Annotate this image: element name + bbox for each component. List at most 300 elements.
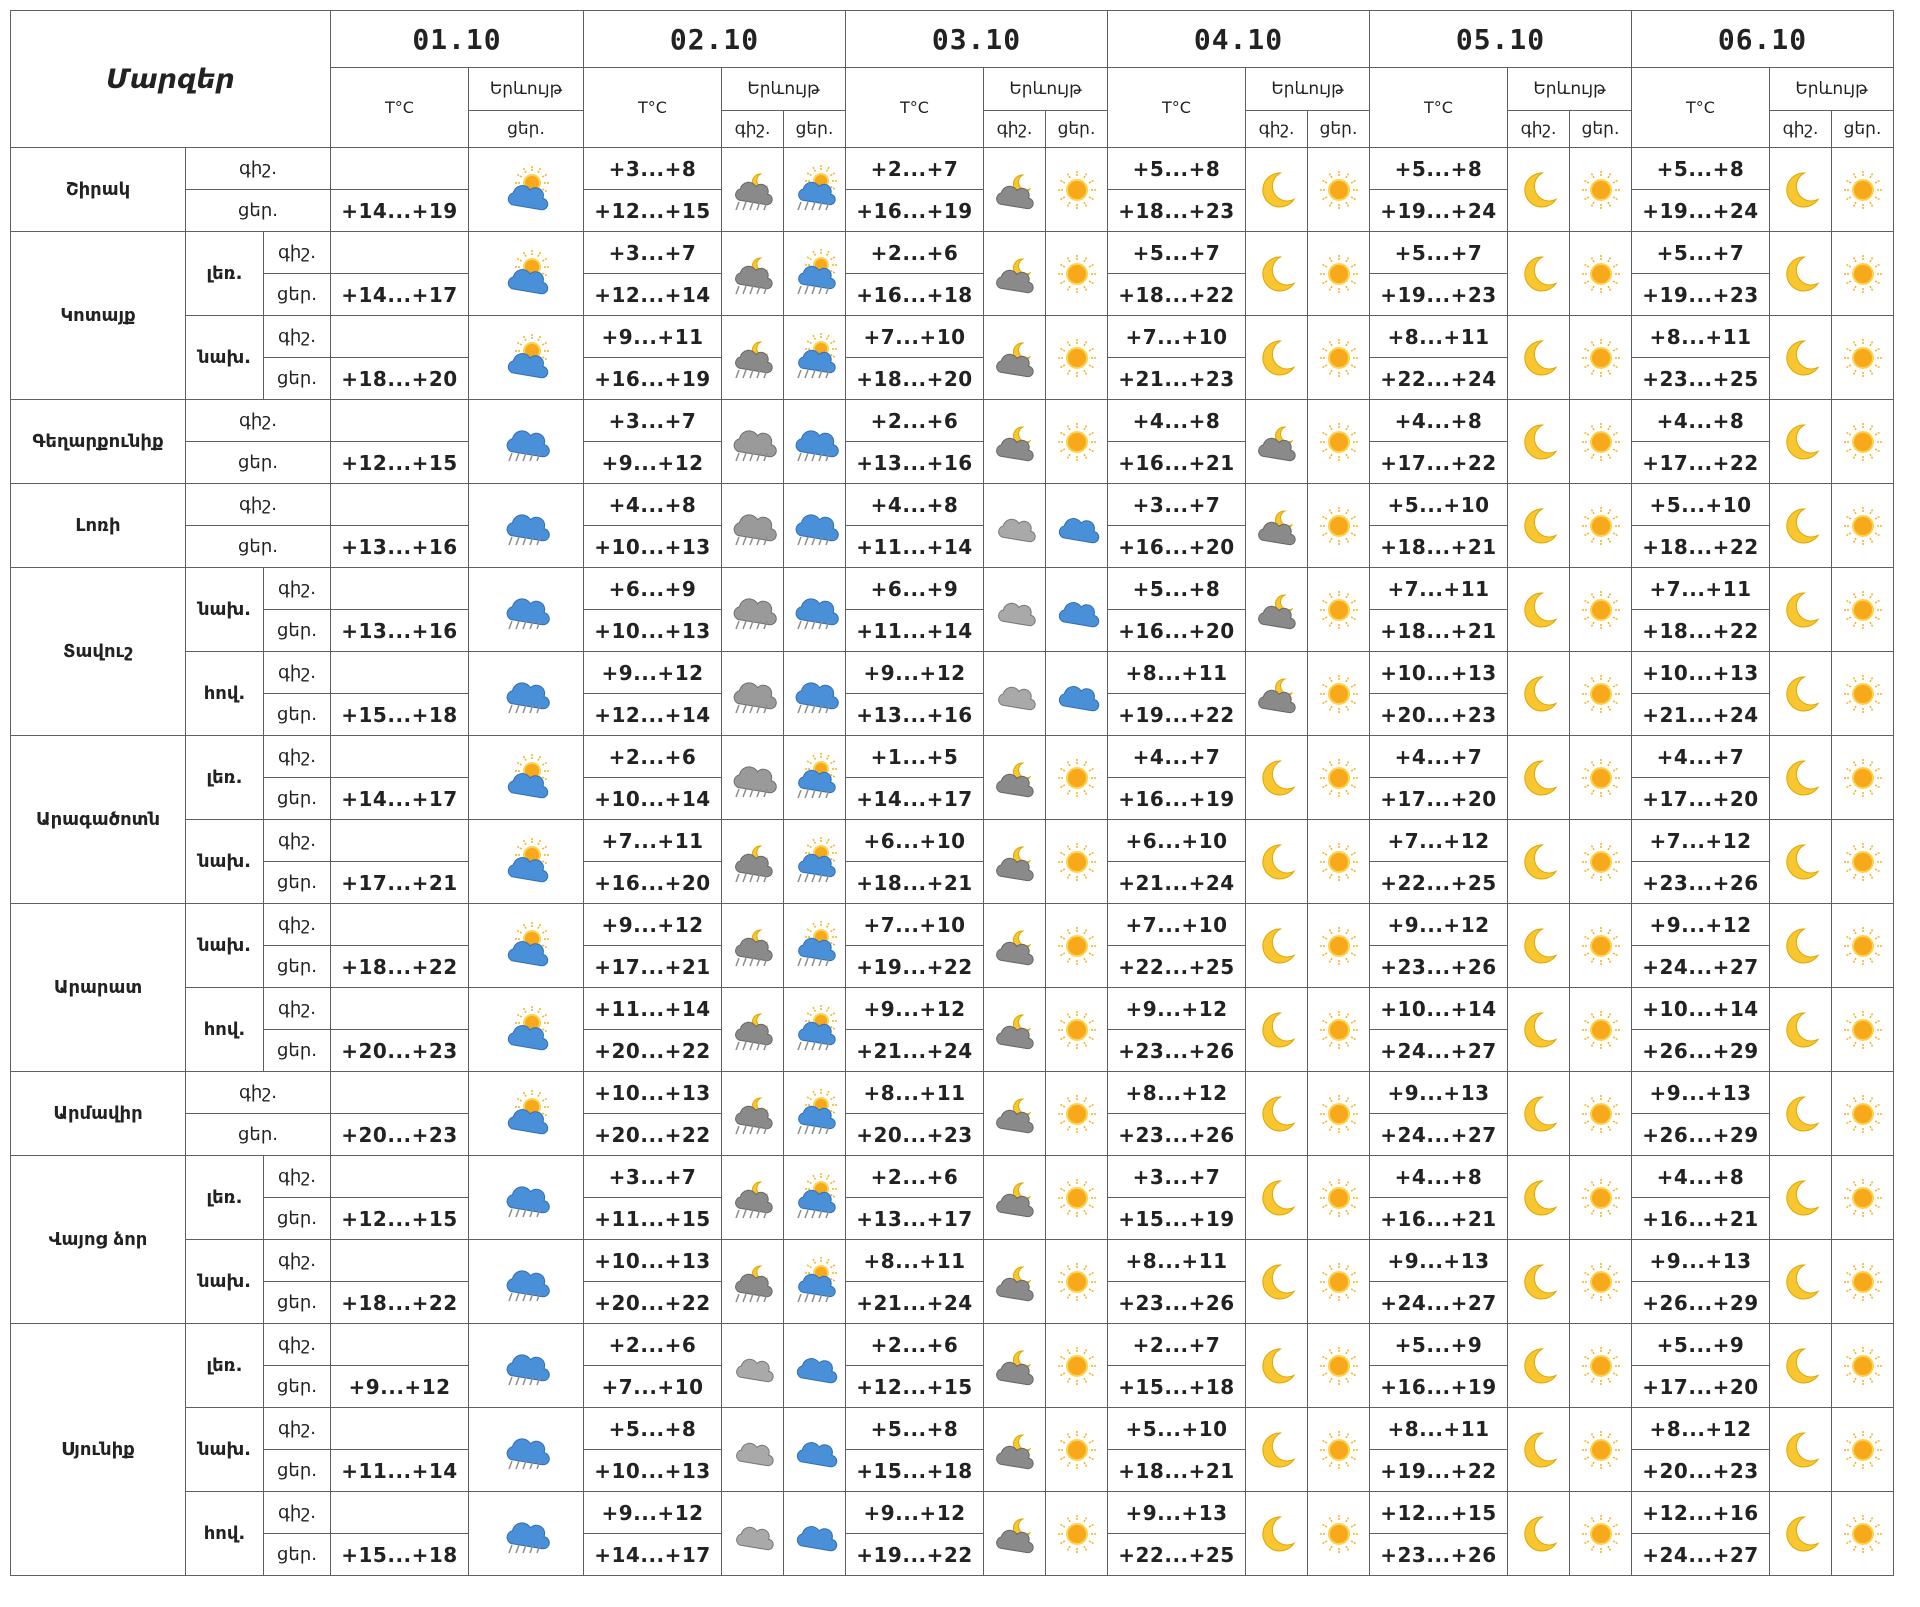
weather-icon-cell (1246, 820, 1308, 904)
weather-icon-cell (469, 148, 584, 232)
weather-icon-cell (984, 1156, 1046, 1240)
weather-icon-cell (1046, 988, 1108, 1072)
weather-icon-cell (984, 736, 1046, 820)
day-label: ցեր. (264, 1534, 331, 1576)
day-temp: +20...+23 (331, 1114, 469, 1156)
night-temp (331, 148, 469, 190)
weather-icon-cell (1046, 652, 1108, 736)
weather-icon-cell (1770, 988, 1832, 1072)
weather-icon-cell (1246, 652, 1308, 736)
day-temp: +17...+20 (1632, 778, 1770, 820)
sun-icon (1313, 165, 1365, 215)
day-label: ցեր. (264, 358, 331, 400)
weather-icon-cell (1832, 1492, 1894, 1576)
weather-icon-cell (1570, 904, 1632, 988)
night-label: գիշ. (264, 568, 331, 610)
night-temp: +9...+12 (846, 1492, 984, 1534)
weather-icon-cell (1770, 316, 1832, 400)
sun-icon (1313, 1089, 1365, 1139)
moon-icon (1775, 1173, 1827, 1223)
forecast-row-night (11, 1240, 1894, 1282)
night-temp: +5...+10 (1632, 484, 1770, 526)
forecast-row-night (11, 1408, 1894, 1450)
night-temp (331, 1072, 469, 1114)
night-temp: +4...+7 (1370, 736, 1508, 778)
sun-icon (1313, 1509, 1365, 1559)
sub-region-label: նախ. (186, 904, 264, 988)
weather-icon-cell (1770, 484, 1832, 568)
night-temp: +5...+7 (1370, 232, 1508, 274)
night-label: գիշ. (264, 736, 331, 778)
moon-cloud-icon (989, 249, 1041, 299)
day-temp: +10...+13 (584, 526, 722, 568)
rain-cloud-icon (789, 669, 841, 719)
weather-icon-cell (1508, 568, 1570, 652)
moon-cloud-icon (1251, 669, 1303, 719)
moon-icon (1775, 333, 1827, 383)
weather-icon-cell (722, 904, 784, 988)
day-temp: +14...+19 (331, 190, 469, 232)
region-name: Գեղարքունիք (11, 400, 186, 484)
day-temp: +20...+22 (584, 1282, 722, 1324)
weather-icon-cell (1308, 1492, 1370, 1576)
weather-icon-cell (722, 652, 784, 736)
night-temp: +5...+9 (1632, 1324, 1770, 1366)
weather-icon-cell (1508, 1156, 1570, 1240)
sun-cloud-rain-icon (789, 249, 841, 299)
night-temp (331, 904, 469, 946)
sub-region-label: նախ. (186, 820, 264, 904)
weather-icon-cell (1246, 904, 1308, 988)
rain-cloud-icon (500, 501, 552, 551)
moon-icon (1775, 1341, 1827, 1391)
forecast-row-night (11, 1072, 1894, 1114)
day-temp: +18...+22 (1632, 610, 1770, 652)
night-temp: +5...+8 (1108, 568, 1246, 610)
moon-icon (1513, 249, 1565, 299)
weather-icon-cell (1770, 904, 1832, 988)
night-temp: +2...+7 (846, 148, 984, 190)
day-temp: +26...+29 (1632, 1030, 1770, 1072)
weather-icon-cell (1508, 1492, 1570, 1576)
moon-icon (1775, 1509, 1827, 1559)
sun-icon (1575, 585, 1627, 635)
day-temp: +24...+27 (1632, 1534, 1770, 1576)
night-temp: +7...+10 (846, 904, 984, 946)
day-temp: +24...+27 (1632, 946, 1770, 988)
night-temp: +6...+10 (1108, 820, 1246, 862)
day-temp: +13...+16 (331, 526, 469, 568)
phenomenon-column-header: Երևույթ (1508, 68, 1632, 111)
night-temp: +7...+12 (1632, 820, 1770, 862)
sun-icon (1313, 1425, 1365, 1475)
weather-icon-cell (1246, 1156, 1308, 1240)
weather-icon-cell (1246, 1408, 1308, 1492)
day-temp: +15...+18 (1108, 1366, 1246, 1408)
moon-icon (1513, 501, 1565, 551)
weather-icon-cell (1832, 736, 1894, 820)
sun-icon (1575, 1089, 1627, 1139)
sun-icon (1313, 585, 1365, 635)
moon-cloud-icon (989, 921, 1041, 971)
night-temp: +7...+10 (1108, 316, 1246, 358)
weather-icon-cell (1832, 820, 1894, 904)
night-label: գիշ. (186, 484, 331, 526)
sub-region-label: նախ. (186, 1408, 264, 1492)
day-temp: +18...+22 (331, 1282, 469, 1324)
day-temp: +26...+29 (1632, 1282, 1770, 1324)
date-header: 06.10 (1632, 11, 1894, 68)
day-temp: +24...+27 (1370, 1114, 1508, 1156)
night-temp: +9...+13 (1632, 1072, 1770, 1114)
weather-icon-cell (1308, 1240, 1370, 1324)
phenomenon-column-header: Երևույթ (1246, 68, 1370, 111)
sun-icon (1575, 921, 1627, 971)
sun-icon (1575, 1173, 1627, 1223)
moon-cloud-icon (989, 753, 1041, 803)
night-temp: +8...+11 (1632, 316, 1770, 358)
moon-cloud-rain-icon (727, 837, 779, 887)
moon-icon (1775, 1257, 1827, 1307)
rain-cloud-icon (500, 585, 552, 635)
night-temp: +10...+14 (1370, 988, 1508, 1030)
sub-region-label: նախ. (186, 1240, 264, 1324)
sun-icon (1051, 249, 1103, 299)
sun-icon (1313, 249, 1365, 299)
weather-icon-cell (722, 1240, 784, 1324)
sun-icon (1575, 1341, 1627, 1391)
moon-cloud-icon (1251, 585, 1303, 635)
sun-icon (1837, 669, 1889, 719)
sun-cloud-rain-icon (789, 837, 841, 887)
weather-icon-cell (1570, 568, 1632, 652)
day-temp: +23...+26 (1108, 1282, 1246, 1324)
night-label: գիշ. (264, 1492, 331, 1534)
night-temp: +8...+11 (1370, 316, 1508, 358)
weather-icon-cell (784, 736, 846, 820)
weather-icon-cell (784, 1072, 846, 1156)
sun-cloud-rain-icon (789, 333, 841, 383)
moon-icon (1775, 1425, 1827, 1475)
night-temp: +4...+8 (846, 484, 984, 526)
weather-icon-cell (1508, 316, 1570, 400)
weather-icon-cell (1770, 232, 1832, 316)
weather-icon-cell (784, 316, 846, 400)
moon-cloud-rain-icon (727, 1005, 779, 1055)
night-temp: +5...+10 (1108, 1408, 1246, 1450)
weather-icon-cell (1046, 568, 1108, 652)
region-name: Վայոց ձոր (11, 1156, 186, 1324)
moon-icon (1251, 1425, 1303, 1475)
day-temp: +23...+26 (1370, 1534, 1508, 1576)
temp-column-header: T°C (1632, 68, 1770, 148)
weather-icon-cell (784, 400, 846, 484)
night-temp (331, 232, 469, 274)
grey-rain-cloud-icon (727, 417, 779, 467)
region-name: Տավուշ (11, 568, 186, 736)
day-temp: +16...+21 (1632, 1198, 1770, 1240)
weather-icon-cell (1570, 400, 1632, 484)
day-temp: +23...+26 (1370, 946, 1508, 988)
weather-icon-cell (784, 1492, 846, 1576)
weather-icon-cell (722, 1492, 784, 1576)
forecast-table (10, 10, 1894, 1576)
night-temp: +3...+7 (584, 1156, 722, 1198)
weather-icon-cell (984, 904, 1046, 988)
weather-icon-cell (1308, 1408, 1370, 1492)
night-temp: +6...+9 (584, 568, 722, 610)
night-temp: +11...+14 (584, 988, 722, 1030)
blue-cloud-icon (1051, 501, 1103, 551)
sun-icon (1837, 1341, 1889, 1391)
night-temp: +8...+11 (1108, 652, 1246, 694)
weather-icon-cell (722, 232, 784, 316)
moon-icon (1513, 1005, 1565, 1055)
forecast-row-night (11, 820, 1894, 862)
day-temp: +17...+22 (1370, 442, 1508, 484)
weather-icon-cell (1570, 1324, 1632, 1408)
sub-region-label: լեռ. (186, 736, 264, 820)
weather-icon-cell (1308, 148, 1370, 232)
night-temp (331, 316, 469, 358)
day-temp: +12...+15 (846, 1366, 984, 1408)
night-temp: +3...+7 (1108, 484, 1246, 526)
night-temp: +12...+16 (1632, 1492, 1770, 1534)
weather-icon-cell (1508, 1072, 1570, 1156)
sun-cloud-icon (500, 753, 552, 803)
moon-icon (1775, 585, 1827, 635)
weather-icon-cell (469, 1072, 584, 1156)
day-temp: +15...+18 (331, 1534, 469, 1576)
moon-cloud-icon (989, 1257, 1041, 1307)
sun-cloud-icon (500, 333, 552, 383)
sun-icon (1313, 1005, 1365, 1055)
night-temp: +9...+13 (1370, 1072, 1508, 1114)
night-temp (331, 1240, 469, 1282)
moon-icon (1513, 1173, 1565, 1223)
night-temp: +10...+13 (1370, 652, 1508, 694)
weather-icon-cell (469, 988, 584, 1072)
day-temp: +17...+21 (584, 946, 722, 988)
sun-icon (1051, 837, 1103, 887)
day-temp: +10...+13 (584, 1450, 722, 1492)
moon-icon (1513, 1257, 1565, 1307)
weather-icon-cell (469, 400, 584, 484)
moon-cloud-rain-icon (727, 249, 779, 299)
forecast-row-night (11, 484, 1894, 526)
sun-icon (1051, 1173, 1103, 1223)
day-temp: +21...+24 (1108, 862, 1246, 904)
weather-icon-cell (784, 820, 846, 904)
night-temp: +4...+7 (1108, 736, 1246, 778)
sun-icon (1313, 333, 1365, 383)
weather-icon-cell (1508, 1324, 1570, 1408)
night-temp: +6...+10 (846, 820, 984, 862)
weather-icon-cell (1246, 736, 1308, 820)
moon-icon (1251, 1173, 1303, 1223)
day-temp: +24...+27 (1370, 1030, 1508, 1072)
sun-icon (1837, 165, 1889, 215)
forecast-row-night (11, 568, 1894, 610)
sun-icon (1313, 753, 1365, 803)
moon-icon (1775, 837, 1827, 887)
day-label: ցեր. (264, 1366, 331, 1408)
day-temp: +11...+14 (331, 1450, 469, 1492)
night-temp: +5...+7 (1108, 232, 1246, 274)
moon-icon (1513, 1425, 1565, 1475)
weather-icon-cell (1246, 232, 1308, 316)
weather-icon-cell (1308, 1156, 1370, 1240)
night-temp: +3...+7 (584, 232, 722, 274)
sun-icon (1313, 1173, 1365, 1223)
night-temp: +3...+7 (584, 400, 722, 442)
night-label: գիշ. (186, 1072, 331, 1114)
day-temp: +18...+21 (846, 862, 984, 904)
weather-icon-cell (1832, 1072, 1894, 1156)
weather-icon-cell (1308, 484, 1370, 568)
night-temp: +7...+11 (1370, 568, 1508, 610)
day-column-header: ցեր. (469, 111, 584, 148)
forecast-row-night (11, 736, 1894, 778)
forecast-row-night (11, 1492, 1894, 1534)
night-temp: +2...+6 (846, 1156, 984, 1198)
weather-icon-cell (1046, 736, 1108, 820)
rain-cloud-icon (500, 1257, 552, 1307)
weather-icon-cell (1508, 1408, 1570, 1492)
sun-icon (1575, 753, 1627, 803)
weather-icon-cell (722, 820, 784, 904)
weather-icon-cell (1246, 484, 1308, 568)
night-label: գիշ. (186, 400, 331, 442)
sun-icon (1051, 1005, 1103, 1055)
forecast-row-night (11, 232, 1894, 274)
sun-icon (1837, 333, 1889, 383)
weather-icon-cell (1570, 1072, 1632, 1156)
weather-icon-cell (1508, 820, 1570, 904)
sun-icon (1837, 837, 1889, 887)
night-temp (331, 568, 469, 610)
forecast-row-night (11, 316, 1894, 358)
moon-icon (1513, 837, 1565, 887)
weather-icon-cell (1770, 400, 1832, 484)
weather-icon-cell (984, 232, 1046, 316)
sun-icon (1051, 1425, 1103, 1475)
forecast-row-night (11, 904, 1894, 946)
day-temp: +23...+25 (1632, 358, 1770, 400)
weather-icon-cell (722, 316, 784, 400)
night-temp (331, 820, 469, 862)
grey-cloud-icon (989, 501, 1041, 551)
day-temp: +16...+19 (584, 358, 722, 400)
date-header: 04.10 (1108, 11, 1370, 68)
day-temp: +18...+20 (846, 358, 984, 400)
night-label: գիշ. (264, 316, 331, 358)
night-temp: +8...+12 (1632, 1408, 1770, 1450)
sun-cloud-rain-icon (789, 165, 841, 215)
weather-icon-cell (722, 1156, 784, 1240)
sun-icon (1575, 669, 1627, 719)
weather-icon-cell (1246, 1492, 1308, 1576)
night-temp (331, 736, 469, 778)
forecast-row-night (11, 1324, 1894, 1366)
moon-icon (1513, 1509, 1565, 1559)
night-label: գիշ. (264, 652, 331, 694)
region-name: Արագածոտն (11, 736, 186, 904)
night-temp: +10...+13 (584, 1072, 722, 1114)
night-column-header: գիշ. (984, 111, 1046, 148)
sun-icon (1051, 921, 1103, 971)
moon-icon (1775, 921, 1827, 971)
weather-icon-cell (469, 904, 584, 988)
moon-icon (1251, 1005, 1303, 1055)
night-column-header: գիշ. (1246, 111, 1308, 148)
day-label: ցեր. (264, 1282, 331, 1324)
moon-cloud-icon (1251, 417, 1303, 467)
day-label: ցեր. (264, 862, 331, 904)
day-temp: +12...+15 (331, 442, 469, 484)
weather-icon-cell (1046, 904, 1108, 988)
weather-icon-cell (1046, 1240, 1108, 1324)
night-temp: +9...+12 (584, 1492, 722, 1534)
sun-icon (1837, 1509, 1889, 1559)
weather-icon-cell (984, 316, 1046, 400)
grey-rain-cloud-icon (727, 585, 779, 635)
night-column-header: գիշ. (1770, 111, 1832, 148)
day-temp: +12...+14 (584, 694, 722, 736)
rain-cloud-icon (500, 1173, 552, 1223)
sun-icon (1837, 1173, 1889, 1223)
weather-icon-cell (1046, 232, 1108, 316)
sun-icon (1051, 1509, 1103, 1559)
weather-icon-cell (784, 232, 846, 316)
weather-icon-cell (784, 652, 846, 736)
day-label: ցեր. (264, 1450, 331, 1492)
blue-cloud-icon (789, 1425, 841, 1475)
weather-icon-cell (1046, 1492, 1108, 1576)
night-temp: +9...+12 (846, 652, 984, 694)
sun-icon (1575, 1005, 1627, 1055)
rain-cloud-icon (500, 1341, 552, 1391)
weather-icon-cell (1832, 1324, 1894, 1408)
phenomenon-column-header: Երևույթ (1770, 68, 1894, 111)
weather-icon-cell (1770, 1072, 1832, 1156)
sub-region-label: հով. (186, 1492, 264, 1576)
day-column-header: ցեր. (784, 111, 846, 148)
region-name: Շիրակ (11, 148, 186, 232)
day-temp: +19...+23 (1370, 274, 1508, 316)
sun-icon (1575, 249, 1627, 299)
day-temp: +22...+25 (1108, 1534, 1246, 1576)
weather-icon-cell (469, 652, 584, 736)
sun-icon (1575, 1257, 1627, 1307)
sun-cloud-icon (500, 249, 552, 299)
night-temp: +7...+10 (1108, 904, 1246, 946)
weather-icon-cell (1308, 568, 1370, 652)
weather-icon-cell (984, 1072, 1046, 1156)
sub-region-label: նախ. (186, 316, 264, 400)
moon-icon (1513, 1341, 1565, 1391)
weather-icon-cell (1308, 1072, 1370, 1156)
weather-icon-cell (984, 1324, 1046, 1408)
weather-icon-cell (984, 148, 1046, 232)
day-temp: +16...+19 (846, 190, 984, 232)
sun-cloud-icon (500, 1089, 552, 1139)
day-temp: +19...+22 (846, 1534, 984, 1576)
day-column-header: ցեր. (1570, 111, 1632, 148)
blue-cloud-icon (789, 1509, 841, 1559)
day-temp: +10...+14 (584, 778, 722, 820)
weather-icon-cell (1832, 568, 1894, 652)
